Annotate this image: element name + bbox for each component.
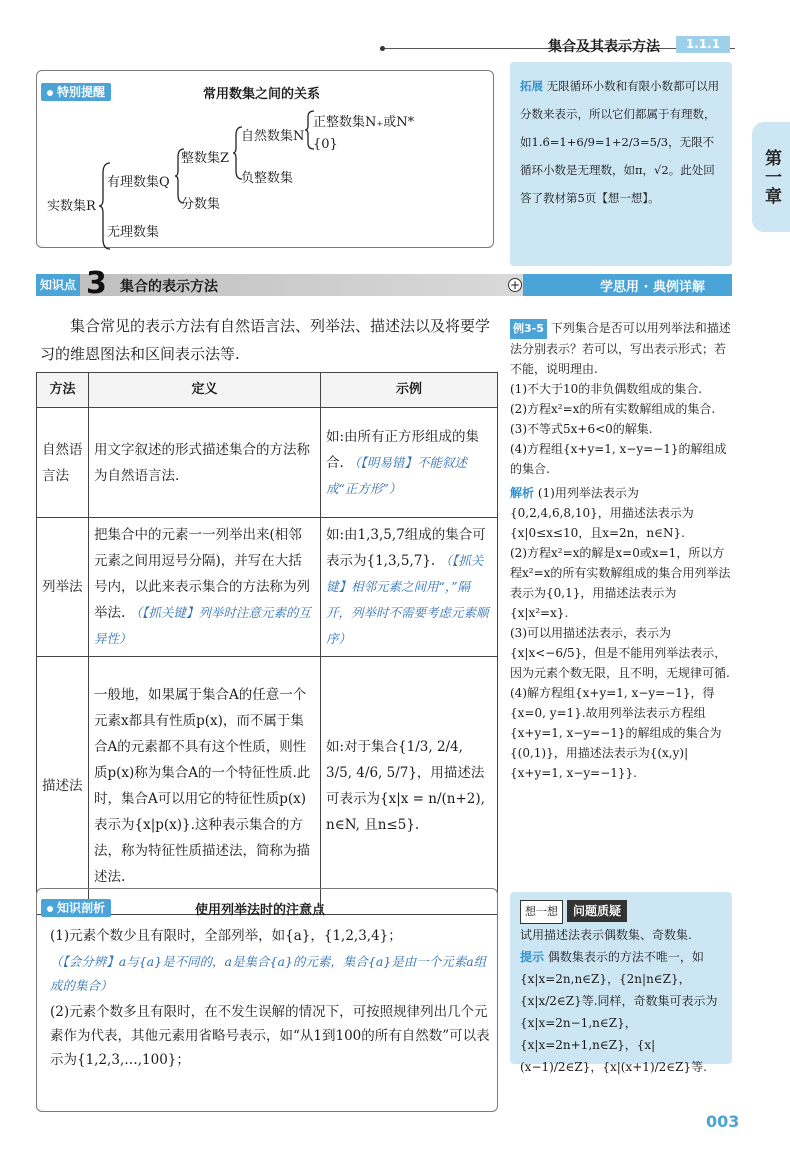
example-item: (3)不等式5x+6<0的解集. [510, 422, 653, 436]
think-question: 试用描述法表示偶数集、奇数集. [520, 928, 692, 942]
solution-block [510, 483, 732, 543]
think-tag: 想一想 [520, 900, 563, 924]
think-title: 问题质疑 [567, 900, 627, 922]
solution-item: (4)解方程组{x+y=1, x−y=−1}，得{x=0, y=1}.故用列举法表示方程组{x+y=1, x−y=−1}的解组成的集合为{(0,1)}，用描述法表示为{(x,y)|{x+y=1, x−y=−1}}. [510, 686, 722, 780]
table-row [37, 518, 498, 657]
table-cell-definition: 用文字叙述的形式描述集合的方法称为自然语言法. [89, 408, 321, 518]
table-row [37, 408, 498, 518]
table-cell-example [321, 408, 498, 518]
tree-rational: 有理数集Q [107, 175, 170, 190]
expand-note [510, 62, 732, 266]
methods-table [36, 372, 498, 915]
table-cell-example: 如:对于集合{1/3, 2/4, 3/5, 4/6, 5/7}，用描述法可表示为{x|x = n/(n+2), n∈N, 且n≤5}. [321, 657, 498, 915]
table-header-method: 方法 [37, 373, 89, 408]
example-note: （【明易错】不能叙述成“正方形”） [326, 454, 467, 496]
analysis-p1-note: （【会分辨】a与{a}是不同的，a是集合{a}的元素，集合{a}是由一个元素a组成的集合） [50, 954, 487, 993]
tree-negative-int: 负整数集 [241, 171, 294, 186]
tree-real: 实数集R [47, 199, 96, 214]
analysis-p1: (1)元素个数少且有限时，全部列举，如{a}，{1,2,3,4}； [50, 928, 402, 944]
special-tip-box [36, 70, 494, 248]
example-block [510, 318, 732, 783]
analysis-title: 使用列举法时的注意点 [195, 903, 326, 918]
expand-text: 无限循环小数和有限小数都可以用分数来表示，所以它们都属于有理数，如1.6̇=1+6/9=1+2/3=5/3，无限不循环小数是无理数，如π，√2。此处回答了教材第5页【想一想】。 [520, 79, 720, 205]
tree-irrational: 无理数集 [107, 225, 160, 240]
chapter-tab[interactable]: 第一章 [752, 122, 790, 232]
table-cell-method: 列举法 [37, 518, 89, 657]
plus-icon: + [509, 278, 521, 292]
tree-natural: 自然数集N [241, 129, 305, 144]
header-section-badge: 1.1.1 [676, 36, 730, 53]
definition-text: 把集合中的元素一一列举出来(相邻元素之间用逗号分隔)，并写在大括号内，以此来表示集合的方法称为列举法. [94, 527, 310, 621]
table-row [37, 657, 498, 915]
table-cell-method: 描述法 [37, 657, 89, 915]
example-tag: 例3-5 [510, 319, 547, 339]
tree-positive-int: 正整数集N₊或N* [313, 115, 415, 130]
knowledge-point-title: 集合的表示方法 [120, 279, 218, 295]
example-question: 下列集合是否可以用列举法和描述法分别表示？若可以，写出表示形式；若不能，说明理由. [510, 321, 731, 376]
table-cell-example [321, 518, 498, 657]
expand-label: 拓展 [520, 79, 543, 93]
intro-paragraph: 集合常见的表示方法有自然语言法、列举法、描述法以及将要学习的维恩图法和区间表示法等. [40, 317, 491, 363]
special-tip-tag: 特别提醒 [41, 83, 111, 101]
header-title: 集合及其表示方法 [548, 39, 660, 55]
solution-label: 解析 [510, 486, 535, 500]
knowledge-point-right-label: 学思用 · 典例详解 [600, 280, 705, 295]
example-item: (4)方程组{x+y=1, x−y=−1}的解组成的集合. [510, 442, 727, 476]
example-item: (2)方程x²=x的所有实数解组成的集合. [510, 402, 716, 416]
table-header-row [37, 373, 498, 408]
think-box [510, 892, 732, 1074]
hint-label: 提示 [520, 950, 545, 964]
knowledge-point-number: 3 [86, 266, 107, 301]
table-cell-method: 自然语言法 [37, 408, 89, 518]
example-note: （【抓关键】相邻元素之间用“，”隔开，列举时不需要考虑元素顺序） [326, 553, 489, 646]
hint-text: 偶数集表示的方法不唯一，如{x|x=2n,n∈Z}，{2n|n∈Z}，{x|x/2∈Z}等.同样，奇数集可表示为{x|x=2n−1,n∈Z}，{x|x=2n+1,n∈Z}，{x|(x−1)/2∈Z}，{x|(x+1)/2∈Z}等. [520, 950, 718, 1074]
solution-item: (2)方程x²=x的解是x=0或x=1，所以方程x²=x的所有实数解组成的集合用列举法表示为{0,1}，用描述法表示为{x|x²=x}. [510, 546, 731, 620]
analysis-p2: (2)元素个数多且有限时，在不发生误解的情况下，可按照规律列出几个元素作为代表，其他元素用省略号表示，如“从1到100的所有自然数”可以表示为{1,2,3,…,100}； [50, 1004, 490, 1068]
tree-integer: 整数集Z [181, 151, 230, 166]
tree-fraction: 分数集 [181, 197, 221, 212]
example-text: 如:由1,3,5,7组成的集合可表示为{1,3,5,7}. [326, 527, 486, 569]
solution-item: (3)可以用描述法表示，表示为{x|x<−6/5}，但是不能用列举法表示，因为元素个数无限，且不明，无规律可循. [510, 626, 730, 680]
table-cell-definition [89, 518, 321, 657]
example-item: (1)不大于10的非负偶数组成的集合. [510, 382, 703, 396]
special-tip-title: 常用数集之间的关系 [203, 87, 321, 102]
example-text: 如:由所有正方形组成的集合. [326, 428, 480, 471]
tree-zero: {0} [313, 137, 338, 152]
table-cell-definition: 一般地，如果属于集合A的任意一个元素x都具有性质p(x)，而不属于集合A的元素都不具有这个性质，则性质p(x)称为集合A的一个特征性质.此时，集合A可以用它的特征性质p(x)表示为{x|p(x)}.这种表示集合的方法，称为特征性质描述法，简称为描述法. [89, 657, 321, 915]
analysis-tag: 知识剖析 [41, 899, 111, 917]
page-number: 003 [706, 1112, 740, 1131]
table-header-example: 示例 [321, 373, 498, 408]
table-header-definition: 定义 [89, 373, 321, 408]
solution-item: (1)用列举法表示为{0,2,4,6,8,10}，用描述法表示为{x|0≤x≤10，且x=2n，n∈N}. [510, 486, 694, 540]
definition-note: （【抓关键】列举时注意元素的互异性） [94, 605, 311, 646]
knowledge-point-tag: 知识点 [36, 274, 80, 296]
